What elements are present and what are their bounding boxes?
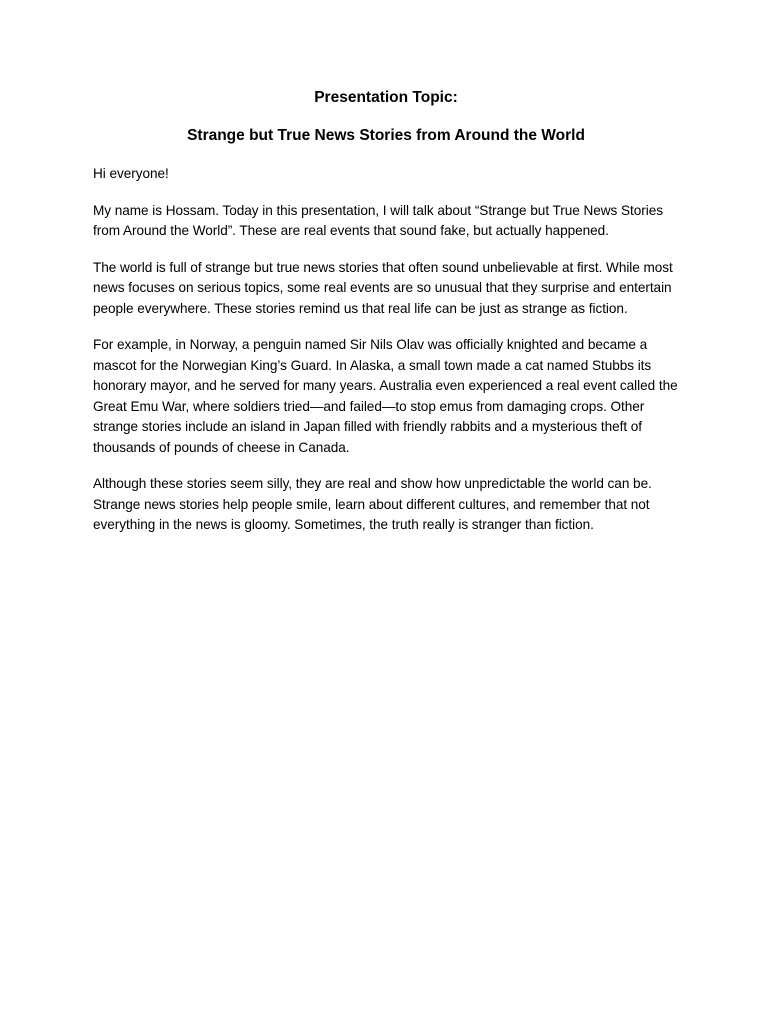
topic-heading: Presentation Topic: bbox=[314, 89, 458, 106]
examples-paragraph: For example, in Norway, a penguin named Sir Nils Olav was officially knighted and became a mascot for the Norwegian King’s Guard. In Alaska, a small town made a cat named Stubbs its honorary mayor, and he served for many years. Australia even experienced a real event called the Great Emu War, where soldiers tried—and failed—to stop emus from damaging crops. Other strange stories include an island in Japan filled with friendly rabbits and a mysterious theft of thousands of pounds of cheese in Canada. bbox=[93, 337, 678, 455]
greeting-paragraph: Hi everyone! bbox=[93, 166, 169, 181]
document-body bbox=[93, 88, 679, 552]
overview-paragraph: The world is full of strange but true news stories that often sound unbelievable at first. While most news focuses on serious topics, some real events are so unusual that they surprise and entertain people everywhere. These stories remind us that real life can be just as strange as fiction. bbox=[93, 259, 673, 316]
introduction-paragraph: My name is Hossam. Today in this presentation, I will talk about “Strange but True News Stories from Around the World”. These are real events that sound fake, but actually happened. bbox=[93, 202, 663, 238]
conclusion-paragraph: Although these stories seem silly, they are real and show how unpredictable the world can be. Strange news stories help people smile, learn about different cultures, and remember that not everything in the news is gloomy. Sometimes, the truth really is stranger than fiction. bbox=[93, 476, 652, 532]
document-title: Strange but True News Stories from Around the World bbox=[187, 127, 585, 144]
